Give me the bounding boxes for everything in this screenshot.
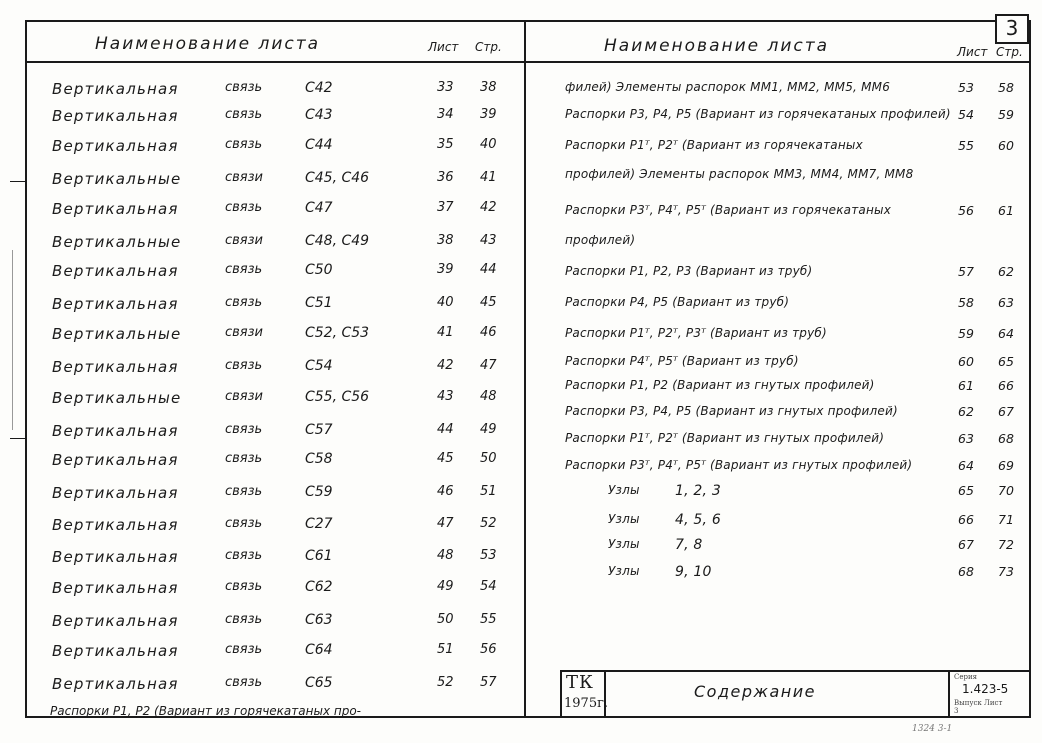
row-page-number: 69 xyxy=(998,458,1014,473)
row-link-type: связь xyxy=(225,642,263,657)
right-row xyxy=(0,167,1031,193)
right-row xyxy=(0,107,1031,133)
row-sheet-number: 62 xyxy=(958,404,974,419)
row-sheet-number: 33 xyxy=(437,80,454,95)
row-name: Вертикальная xyxy=(52,422,179,440)
left-tail-text: Распорки Р1, Р2 (Вариант из горячекатаных про- xyxy=(50,704,361,718)
row-description: Распорки Р4ᵀ, Р5ᵀ (Вариант из труб) xyxy=(565,354,799,368)
row-link-type: связи xyxy=(225,389,263,404)
row-name: Вертикальная xyxy=(52,262,179,280)
row-sheet-number: 61 xyxy=(958,378,974,393)
row-description: Распорки Р4, Р5 (Вариант из труб) xyxy=(565,295,790,309)
series-code: 1.423-5 xyxy=(962,682,1009,696)
row-sheet-number: 66 xyxy=(958,512,974,527)
row-sheet-number: 45 xyxy=(437,451,454,466)
row-code: С45, С46 xyxy=(305,170,370,186)
row-link-type: связь xyxy=(225,516,263,531)
row-link-type: связь xyxy=(225,675,263,690)
row-page-number: 41 xyxy=(480,170,497,185)
row-description: профилей) Элементы распорок ММ3, ММ4, ММ7, ММ8 xyxy=(565,167,914,181)
row-sheet-number: 38 xyxy=(437,233,454,248)
row-link-type: связь xyxy=(225,451,263,466)
row-page-number: 46 xyxy=(480,325,497,340)
row-page-number: 60 xyxy=(998,138,1014,153)
row-description: Распорки Р1ᵀ, Р2ᵀ (Вариант из гнутых профилей) xyxy=(565,431,885,445)
row-page-number: 56 xyxy=(480,642,497,657)
row-code: С54 xyxy=(305,358,333,374)
row-name: Вертикальная xyxy=(52,579,179,597)
row-page-number: 57 xyxy=(480,675,497,690)
row-name: Вертикальные xyxy=(52,233,182,251)
row-link-type: связь xyxy=(225,200,263,215)
row-sheet-number: 52 xyxy=(437,675,454,690)
row-link-type: связи xyxy=(225,325,263,340)
row-name: Вертикальная xyxy=(52,295,179,313)
row-sheet-number: 44 xyxy=(437,422,454,437)
right-row xyxy=(0,295,1031,321)
row-sheet-number: 50 xyxy=(437,612,454,627)
row-link-type: связь xyxy=(225,422,263,437)
row-name: Вертикальные xyxy=(52,170,182,188)
row-description: Распорки Р3, Р4, Р5 (Вариант из горячекатаных профилей) xyxy=(565,107,951,121)
row-page-number: 49 xyxy=(480,422,497,437)
row-page-number: 40 xyxy=(480,137,497,152)
row-sheet-number: 51 xyxy=(437,642,454,657)
row-code: С47 xyxy=(305,200,333,216)
row-link-type: связь xyxy=(225,137,263,152)
left-header-name: Наименование листа xyxy=(95,34,321,54)
row-page-number: 52 xyxy=(480,516,497,531)
right-row xyxy=(0,80,1031,106)
right-row xyxy=(0,354,1031,380)
row-link-type: связь xyxy=(225,107,263,122)
right-row xyxy=(0,378,1031,404)
row-sheet-number: 58 xyxy=(958,295,974,310)
header-rule xyxy=(25,61,1031,63)
row-link-type: связь xyxy=(225,612,263,627)
issue-sheet: 3 xyxy=(954,707,959,715)
left-row xyxy=(0,612,524,638)
row-page-number: 54 xyxy=(480,579,497,594)
right-row xyxy=(0,326,1031,352)
row-sheet-number: 68 xyxy=(958,564,974,579)
row-code: С43 xyxy=(305,107,333,123)
row-page-number: 53 xyxy=(480,548,497,563)
row-sheet-number: 36 xyxy=(437,170,454,185)
row-page-number: 55 xyxy=(480,612,497,627)
right-header-sheet: Лист xyxy=(957,45,988,59)
right-row xyxy=(0,431,1031,457)
row-page-number: 70 xyxy=(998,483,1014,498)
row-sheet-number: 59 xyxy=(958,326,974,341)
row-code: С55, С56 xyxy=(305,389,370,405)
title-block-title: Содержание xyxy=(694,682,816,701)
row-name: Вертикальная xyxy=(52,137,179,155)
row-sheet-number: 49 xyxy=(437,579,454,594)
row-page-number: 38 xyxy=(480,80,497,95)
right-row xyxy=(0,264,1031,290)
row-page-number: 62 xyxy=(998,264,1014,279)
row-code: С42 xyxy=(305,80,333,96)
row-page-number: 50 xyxy=(480,451,497,466)
row-description: Распорки Р3, Р4, Р5 (Вариант из гнутых профилей) xyxy=(565,404,898,418)
row-sheet-number: 35 xyxy=(437,137,454,152)
row-sheet-number: 39 xyxy=(437,262,454,277)
row-page-number: 73 xyxy=(998,564,1014,579)
node-label: Узлы xyxy=(608,483,640,497)
row-sheet-number: 56 xyxy=(958,203,974,218)
row-page-number: 47 xyxy=(480,358,497,373)
row-description: Распорки Р1ᵀ, Р2ᵀ, Р3ᵀ (Вариант из труб) xyxy=(565,326,827,340)
row-page-number: 67 xyxy=(998,404,1014,419)
row-page-number: 71 xyxy=(998,512,1014,527)
row-name: Вертикальная xyxy=(52,358,179,376)
row-page-number: 68 xyxy=(998,431,1014,446)
right-row xyxy=(0,404,1031,430)
row-sheet-number: 64 xyxy=(958,458,974,473)
row-sheet-number: 43 xyxy=(437,389,454,404)
row-name: Вертикальная xyxy=(52,200,179,218)
row-page-number: 72 xyxy=(998,537,1014,552)
node-row xyxy=(0,512,1031,538)
issue-label: Выпуск Лист xyxy=(954,699,1003,707)
row-page-number: 61 xyxy=(998,203,1014,218)
row-description: Распорки Р3ᵀ, Р4ᵀ, Р5ᵀ (Вариант из горячекатаных xyxy=(565,203,891,217)
row-code: С44 xyxy=(305,137,333,153)
series-code-box xyxy=(948,672,1033,718)
row-link-type: связь xyxy=(225,262,263,277)
org-year: 1975г. xyxy=(564,696,609,711)
row-page-number: 42 xyxy=(480,200,497,215)
row-sheet-number: 55 xyxy=(958,138,974,153)
row-description: Распорки Р3ᵀ, Р4ᵀ, Р5ᵀ (Вариант из гнутых профилей) xyxy=(565,458,913,472)
left-header-page: Стр. xyxy=(475,40,502,54)
row-sheet-number: 37 xyxy=(437,200,454,215)
node-label: Узлы xyxy=(608,537,640,551)
node-numbers: 1, 2, 3 xyxy=(675,483,721,499)
row-code: С51 xyxy=(305,295,333,311)
node-numbers: 9, 10 xyxy=(675,564,712,580)
row-name: Вертикальная xyxy=(52,642,179,660)
row-link-type: связь xyxy=(225,295,263,310)
row-sheet-number: 63 xyxy=(958,431,974,446)
row-link-type: связь xyxy=(225,548,263,563)
row-page-number: 58 xyxy=(998,80,1014,95)
row-sheet-number: 34 xyxy=(437,107,454,122)
node-numbers: 4, 5, 6 xyxy=(675,512,721,528)
row-name: Вертикальные xyxy=(52,389,182,407)
row-sheet-number: 65 xyxy=(958,483,974,498)
org-box xyxy=(562,672,609,718)
row-sheet-number: 47 xyxy=(437,516,454,531)
row-sheet-number: 42 xyxy=(437,358,454,373)
row-name: Вертикальная xyxy=(52,484,179,502)
row-sheet-number: 54 xyxy=(958,107,974,122)
node-row xyxy=(0,564,1031,590)
left-row xyxy=(0,675,524,701)
row-code: С62 xyxy=(305,579,333,595)
row-page-number: 43 xyxy=(480,233,497,248)
right-row xyxy=(0,203,1031,229)
node-label: Узлы xyxy=(608,512,640,526)
row-name: Вертикальные xyxy=(52,325,182,343)
row-code: С61 xyxy=(305,548,333,564)
archive-stamp: 1324 3-1 xyxy=(912,724,953,734)
row-description: Распорки Р1, Р2 (Вариант из гнутых профилей) xyxy=(565,378,875,392)
row-page-number: 63 xyxy=(998,295,1014,310)
row-page-number: 39 xyxy=(480,107,497,122)
row-description: Распорки Р1, Р2, Р3 (Вариант из труб) xyxy=(565,264,813,278)
node-row xyxy=(0,483,1031,509)
row-code: С50 xyxy=(305,262,333,278)
row-sheet-number: 57 xyxy=(958,264,974,279)
row-name: Вертикальная xyxy=(52,516,179,534)
row-page-number: 48 xyxy=(480,389,497,404)
row-description: профилей) xyxy=(565,233,636,247)
row-code: С27 xyxy=(305,516,333,532)
right-row xyxy=(0,138,1031,164)
row-page-number: 64 xyxy=(998,326,1014,341)
row-code: С59 xyxy=(305,484,333,500)
right-header-page: Стр. xyxy=(996,45,1023,59)
node-label: Узлы xyxy=(608,564,640,578)
node-row xyxy=(0,537,1031,563)
row-code: С57 xyxy=(305,422,333,438)
row-code: С52, С53 xyxy=(305,325,370,341)
row-sheet-number: 40 xyxy=(437,295,454,310)
row-page-number: 51 xyxy=(480,484,497,499)
right-row xyxy=(0,233,1031,259)
right-row xyxy=(0,458,1031,484)
row-name: Вертикальная xyxy=(52,548,179,566)
row-code: С58 xyxy=(305,451,333,467)
row-code: С64 xyxy=(305,642,333,658)
row-link-type: связи xyxy=(225,233,263,248)
node-numbers: 7, 8 xyxy=(675,537,703,553)
row-sheet-number: 46 xyxy=(437,484,454,499)
row-name: Вертикальная xyxy=(52,675,179,693)
right-header-name: Наименование листа xyxy=(604,36,830,56)
row-sheet-number: 41 xyxy=(437,325,454,340)
series-label: Серия xyxy=(954,673,978,681)
row-description: Распорки Р1ᵀ, Р2ᵀ (Вариант из горячекатаных xyxy=(565,138,863,152)
row-sheet-number: 60 xyxy=(958,354,974,369)
row-link-type: связь xyxy=(225,80,263,95)
row-name: Вертикальная xyxy=(52,612,179,630)
row-name: Вертикальная xyxy=(52,80,179,98)
org-mark: ТК xyxy=(566,672,594,693)
row-page-number: 65 xyxy=(998,354,1014,369)
row-name: Вертикальная xyxy=(52,107,179,125)
left-row xyxy=(0,642,524,668)
row-sheet-number: 67 xyxy=(958,537,974,552)
row-link-type: связь xyxy=(225,579,263,594)
row-link-type: связь xyxy=(225,484,263,499)
row-code: С65 xyxy=(305,675,333,691)
row-page-number: 66 xyxy=(998,378,1014,393)
row-code: С48, С49 xyxy=(305,233,370,249)
row-page-number: 45 xyxy=(480,295,497,310)
row-sheet-number: 48 xyxy=(437,548,454,563)
left-header-sheet: Лист xyxy=(428,40,459,54)
row-page-number: 59 xyxy=(998,107,1014,122)
row-sheet-number: 53 xyxy=(958,80,974,95)
row-link-type: связи xyxy=(225,170,263,185)
row-link-type: связь xyxy=(225,358,263,373)
row-page-number: 44 xyxy=(480,262,497,277)
page-number: 3 xyxy=(995,14,1029,44)
row-name: Вертикальная xyxy=(52,451,179,469)
row-description: филей) Элементы распорок ММ1, ММ2, ММ5, ММ6 xyxy=(565,80,891,94)
row-code: С63 xyxy=(305,612,333,628)
